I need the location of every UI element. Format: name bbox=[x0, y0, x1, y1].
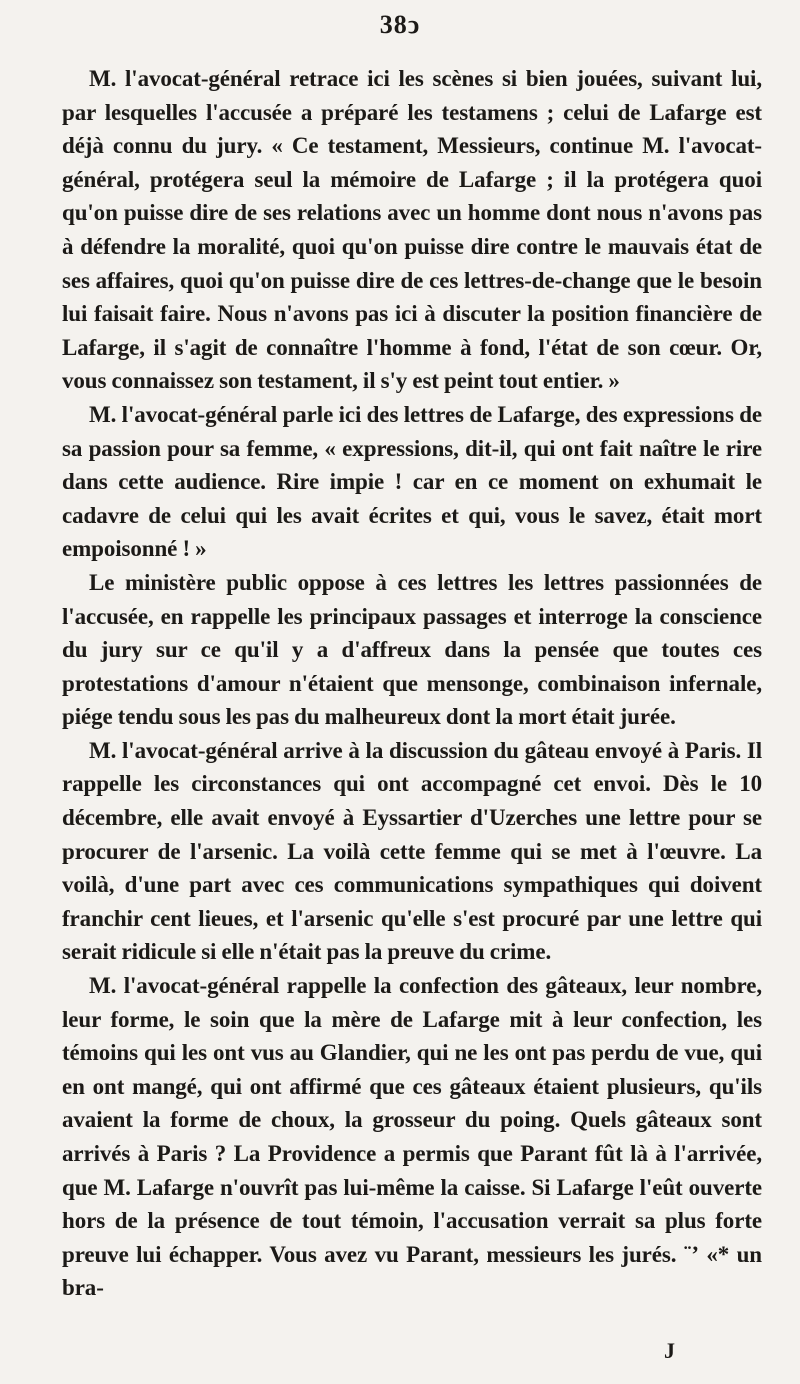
paragraph: M. l'avocat-général retrace ici les scènes si bien jouées, suivant lui, par lesquelles l'accusée a préparé les testamens ; celui de Lafarge est déjà connu du jury. « Ce testament, Messieurs, continue M. l'avocat-général, protégera seul la mémoire de Lafarge ; il la protégera quoi qu'on puisse dire de ses relations avec un homme dont nous n'avons pas à défendre la moralité, quoi qu'on puisse dire contre le mauvais état de ses affaires, quoi qu'on puisse dire de ces lettres-de-change que le besoin lui faisait faire. Nous n'avons pas ici à discuter la position financière de Lafarge, il s'agit de connaître l'homme à fond, l'état de son cœur. Or, vous connaissez son testament, il s'y est peint tout entier. » bbox=[62, 66, 762, 394]
paragraph: M. l'avocat-général parle ici des lettres de Lafarge, des expressions de sa passion pour sa femme, « expressions, dit-il, qui ont fait naître le rire dans cette audience. Rire impie ! car en ce moment on exhumait le cadavre de celui qui les avait écrites et qui, vous le savez, était mort empoisonné ! » bbox=[62, 401, 762, 562]
footer-mark: J bbox=[664, 1338, 675, 1363]
paragraph: Le ministère public oppose à ces lettres les lettres passionnées de l'accusée, en rappelle les principaux passages et interroge la conscience du jury sur ce qu'il y a d'affreux dans la pensée que toutes ces protestations d'amour n'étaient que mensonge, combinaison infernale, piége tendu sous les pas du malheureux dont la mort était jurée. bbox=[62, 569, 762, 730]
paragraph: M. l'avocat-général rappelle la confection des gâteaux, leur nombre, leur forme, le soin que la mère de Lafarge mit à leur confection, les témoins qui les ont vus au Glandier, qui ne les ont pas perdu de vue, qui en ont mangé, qui ont affirmé que ces gâteaux étaient plusieurs, qu'ils avaient la forme de choux, la grosseur du poing. Quels gâteaux sont arrivés à Paris ? La Providence a permis que Parant fût là à l'arrivée, que M. Lafarge n'ouvrît pas lui-même la caisse. Si Lafarge l'eût ouverte hors de la présence de tout témoin, l'accusation verrait sa plus forte preuve lui échapper. Vous avez vu Parant, messieurs les jurés. ¨ʼ «* un bra- bbox=[62, 973, 762, 1301]
page-number: 38ͻ bbox=[379, 10, 421, 39]
body-text bbox=[62, 62, 762, 1305]
paragraph: M. l'avocat-général arrive à la discussion du gâteau envoyé à Paris. Il rappelle les circonstances qui ont accompagné cet envoi. Dès le 10 décembre, elle avait envoyé à Eyssartier d'Uzerches une lettre pour se procurer de l'arsenic. La voilà cette femme qui se met à l'œuvre. La voilà, d'une part avec ces communications sympathiques qui doivent franchir cent lieues, et l'arsenic qu'elle s'est procuré par une lettre qui serait ridicule si elle n'était pas la preuve du crime. bbox=[62, 737, 762, 965]
